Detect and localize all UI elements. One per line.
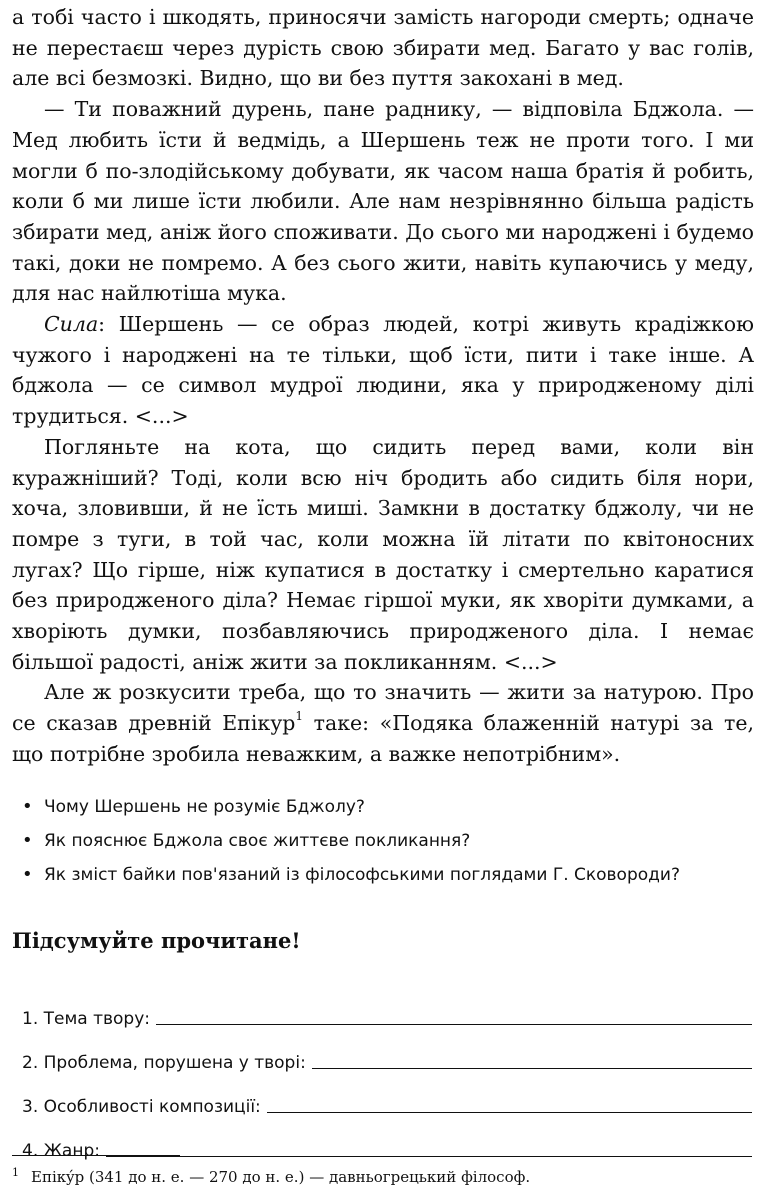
answer-line[interactable] xyxy=(312,1067,752,1069)
field-label: 1. Тема твору: xyxy=(22,1009,151,1029)
footnote-mark: 1 xyxy=(12,1166,19,1179)
form-row-theme xyxy=(22,985,752,1029)
question-list xyxy=(22,790,757,892)
answer-line[interactable] xyxy=(106,1155,752,1157)
field-label: 4. Жанр: xyxy=(22,1141,100,1161)
form-row-problem xyxy=(22,1029,752,1073)
moral-text: : Шершень — се образ людей, котрі живуть крадіжкою чужого і народжені на те тільки, щоб їсти, пити і таке інше. А бджола — се символ мудрої людини, яка у природженому ділі трудиться. <...> xyxy=(12,312,754,429)
paragraph-5-start: Але ж розкусити треба, що то значить — жити за натурою. Про се сказав древній Епікур xyxy=(12,680,754,736)
summary-form xyxy=(22,985,752,1161)
question-item xyxy=(22,824,757,858)
footnote-ref: 1 xyxy=(295,709,304,724)
form-row-composition xyxy=(22,1073,752,1117)
answer-line[interactable] xyxy=(267,1111,752,1113)
moral-label: Сила xyxy=(44,312,99,337)
bullet-icon: • xyxy=(22,830,33,851)
question-text: Як зміст байки пов'язаний із філософськими поглядами Г. Сковороди? xyxy=(44,865,680,885)
summary-heading: Підсумуйте прочитане! xyxy=(12,928,301,953)
paragraph-5 xyxy=(12,677,754,769)
question-item xyxy=(22,790,757,824)
footnote-divider xyxy=(12,1155,180,1156)
footnote xyxy=(12,1166,530,1186)
paragraph-4: Погляньте на кота, що сидить перед вами, коли він куражніший? Тоді, коли всю ніч бродить або сидить біля нори, хоча, зловивши, й не їсть миші. Замкни в достатку бджолу, чи не помре з туги, в той час, коли можна їй літати по квітоносних лугах? Що гірше, ніж купатися в достатку і смертельно каратися без природженого діла? Немає гіршої муки, як хворіти думками, а хворіють думки, позбавляючись природженого діла. І немає більшої радості, аніж жити за покликанням. <...> xyxy=(12,434,754,674)
question-item xyxy=(22,858,757,892)
fable-text xyxy=(12,2,754,770)
question-text: Чому Шершень не розуміє Бджолу? xyxy=(44,797,365,817)
paragraph-2: — Ти поважний дурень, пане раднику, — відповіла Бджола. — Мед любить їсти й ведмідь, а Шершень теж не проти того. І ми могли б по-злодійському добувати, як часом наша братія й робить, коли б ми лише їсти любили. Але нам незрівнянно більша радість збирати мед, аніж його споживати. До сього ми народжені і будемо такі, доки не помремо. А без сього жити, навіть купаючись у меду, для нас найлютіша мука. xyxy=(12,97,754,306)
bullet-icon: • xyxy=(22,796,33,817)
field-label: 3. Особливості композиції: xyxy=(22,1097,261,1117)
field-label: 2. Проблема, порушена у творі: xyxy=(22,1053,306,1073)
paragraph-5-end: таке: «Подяка блаженній натурі за те, що потрібне зробила неважким, а важке непотрібним». xyxy=(12,711,754,766)
paragraph-3 xyxy=(12,309,754,432)
footnote-text: Епікýр (341 до н. е. — 270 до н. е.) — давньогрецький філософ. xyxy=(31,1168,531,1186)
question-text: Як пояснює Бджола своє життєве покликання? xyxy=(44,831,471,851)
answer-line[interactable] xyxy=(156,1023,752,1025)
bullet-icon: • xyxy=(22,864,33,885)
paragraph-1: а тобі часто і шкодять, приносячи замість нагороди смерть; одначе не перестаєш через дурість свою збирати мед. Багато у вас голів, але всі безмозкі. Видно, що ви без пуття закохані в мед. xyxy=(12,5,754,91)
